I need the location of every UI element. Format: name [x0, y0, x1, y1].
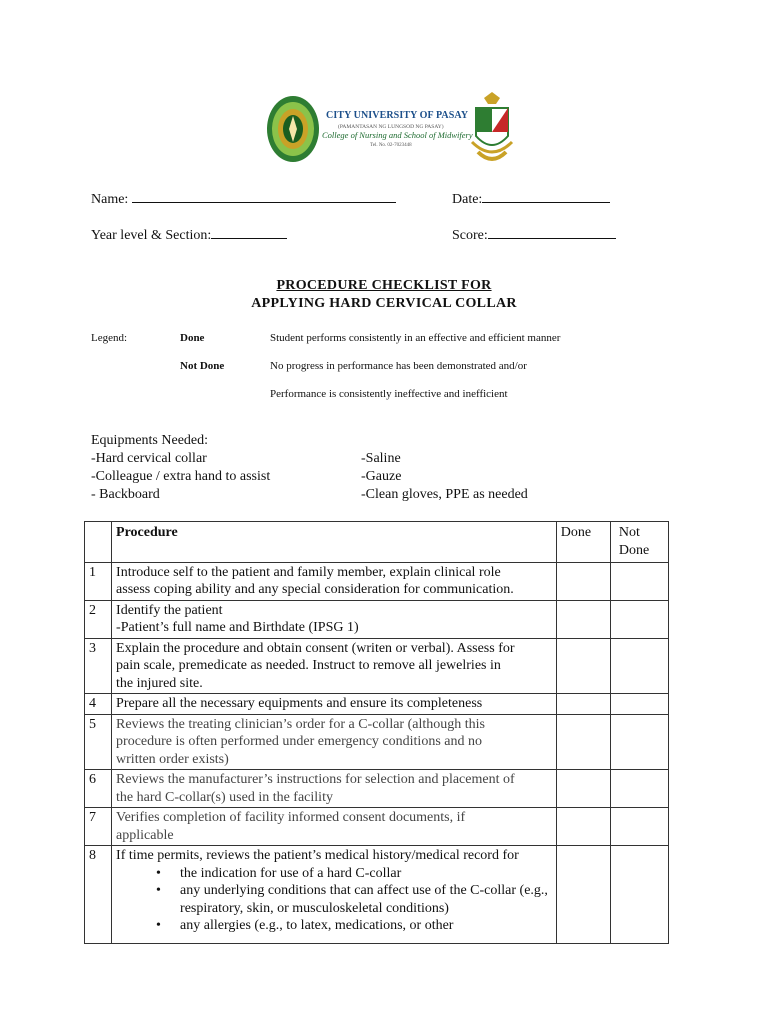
row-not-done-cell[interactable] [610, 846, 668, 944]
legend-notdone-term: Not Done [180, 360, 225, 372]
row-done-cell[interactable] [556, 562, 610, 600]
university-seal-icon [266, 94, 320, 164]
name-label: Name: [91, 192, 129, 207]
table-row [85, 600, 669, 638]
row-procedure: Reviews the manufacturer’s instructions for selection and placement of the hard C-collar(s) used in the facility [112, 770, 557, 808]
row-not-done-cell[interactable] [610, 808, 668, 846]
row-procedure: Introduce self to the patient and family member, explain clinical role assess coping ability and any special consideration for communication. [112, 562, 557, 600]
row-done-cell[interactable] [556, 808, 610, 846]
row-number: 3 [85, 638, 112, 694]
header-done: Done [556, 522, 610, 563]
table-row [85, 714, 669, 770]
college-crest-icon [470, 92, 514, 168]
legend-notdone-desc-2: Performance is consistently ineffective and inefficient [270, 388, 508, 400]
score-line [488, 225, 616, 239]
university-name: CITY UNIVERSITY OF PASAY [326, 110, 469, 121]
table-row [85, 808, 669, 846]
row-not-done-cell[interactable] [610, 714, 668, 770]
row-done-cell[interactable] [556, 846, 610, 944]
college-name: College of Nursing and School of Midwifery [322, 130, 473, 140]
row-procedure: Explain the procedure and obtain consent (writen or verbal). Assess for pain scale, premedicate as needed. Instruct to remove all jewelries in the injured site. [112, 638, 557, 694]
row-procedure: If time permits, reviews the patient’s medical history/medical record for • the indication for use of a hard C-collar • any underlying conditions that can affect use of the C-collar (e.g., respiratory, skin, or musculoskeletal conditions) • any allergies (e.g., to latex, medications, or other [112, 846, 557, 944]
table-row [85, 846, 669, 944]
row-done-cell[interactable] [556, 714, 610, 770]
row-not-done-cell[interactable] [610, 694, 668, 715]
row-number: 5 [85, 714, 112, 770]
equipment-right-2: -Gauze [361, 469, 402, 484]
list-item: • any allergies (e.g., to latex, medications, or other [180, 917, 552, 935]
legend-label: Legend: [91, 332, 128, 344]
row-done-cell[interactable] [556, 694, 610, 715]
row-number: 6 [85, 770, 112, 808]
equipment-left-3: - Backboard [91, 487, 160, 502]
row-number: 1 [85, 562, 112, 600]
date-field[interactable] [452, 189, 610, 208]
date-line [482, 189, 610, 203]
sub-bullet-list [116, 865, 552, 935]
score-field[interactable] [452, 225, 616, 244]
table-row [85, 770, 669, 808]
row-procedure: Reviews the treating clinician’s order for a C-collar (although this procedure is often performed under emergency conditions and no written order exists) [112, 714, 557, 770]
list-item: • the indication for use of a hard C-collar [180, 865, 552, 883]
title-line-1: PROCEDURE CHECKLIST FOR [276, 278, 492, 293]
row-not-done-cell[interactable] [610, 562, 668, 600]
table-row [85, 562, 669, 600]
equipment-right-3: -Clean gloves, PPE as needed [361, 487, 528, 502]
row-done-cell[interactable] [556, 600, 610, 638]
letterhead [266, 92, 516, 170]
equipment-heading: Equipments Needed: [91, 433, 209, 448]
header-not-done: Not Done [610, 522, 668, 563]
list-item: • any underlying conditions that can affect use of the C-collar (e.g., respiratory, skin, or musculoskeletal conditions) [180, 882, 552, 917]
row-number: 4 [85, 694, 112, 715]
score-label: Score: [452, 228, 488, 243]
row-number: 2 [85, 600, 112, 638]
table-row [85, 694, 669, 715]
procedure-checklist-table [84, 521, 669, 944]
name-field[interactable] [91, 189, 396, 208]
legend-done-desc: Student performs consistently in an effective and efficient manner [270, 332, 561, 344]
row-procedure: Prepare all the necessary equipments and ensure its completeness [112, 694, 557, 715]
equipment-left-2: -Colleague / extra hand to assist [91, 469, 271, 484]
row-number: 7 [85, 808, 112, 846]
year-section-line [211, 225, 287, 239]
title-line-2: APPLYING HARD CERVICAL COLLAR [251, 296, 517, 311]
row-done-cell[interactable] [556, 770, 610, 808]
row-not-done-cell[interactable] [610, 770, 668, 808]
equipment-left-1: -Hard cervical collar [91, 451, 207, 466]
table-header-row [85, 522, 669, 563]
legend-notdone-desc-1: No progress in performance has been demonstrated and/or [270, 360, 527, 372]
university-subtitle: (PAMANTASAN NG LUNGSOD NG PASAY) [338, 124, 444, 130]
row-procedure: Verifies completion of facility informed consent documents, if applicable [112, 808, 557, 846]
year-section-field[interactable] [91, 225, 287, 244]
name-line [132, 189, 396, 203]
row-not-done-cell[interactable] [610, 600, 668, 638]
telephone: Tel. No. 02-7023448 [370, 143, 412, 148]
row-not-done-cell[interactable] [610, 638, 668, 694]
header-num-cell [85, 522, 112, 563]
row-done-cell[interactable] [556, 638, 610, 694]
table-row [85, 638, 669, 694]
date-label: Date: [452, 192, 483, 207]
header-procedure: Procedure [112, 522, 557, 563]
row-procedure: Identify the patient -Patient’s full name and Birthdate (IPSG 1) [112, 600, 557, 638]
equipment-right-1: -Saline [361, 451, 401, 466]
legend-done-term: Done [180, 332, 205, 344]
year-section-label: Year level & Section: [91, 228, 212, 243]
row-number: 8 [85, 846, 112, 944]
